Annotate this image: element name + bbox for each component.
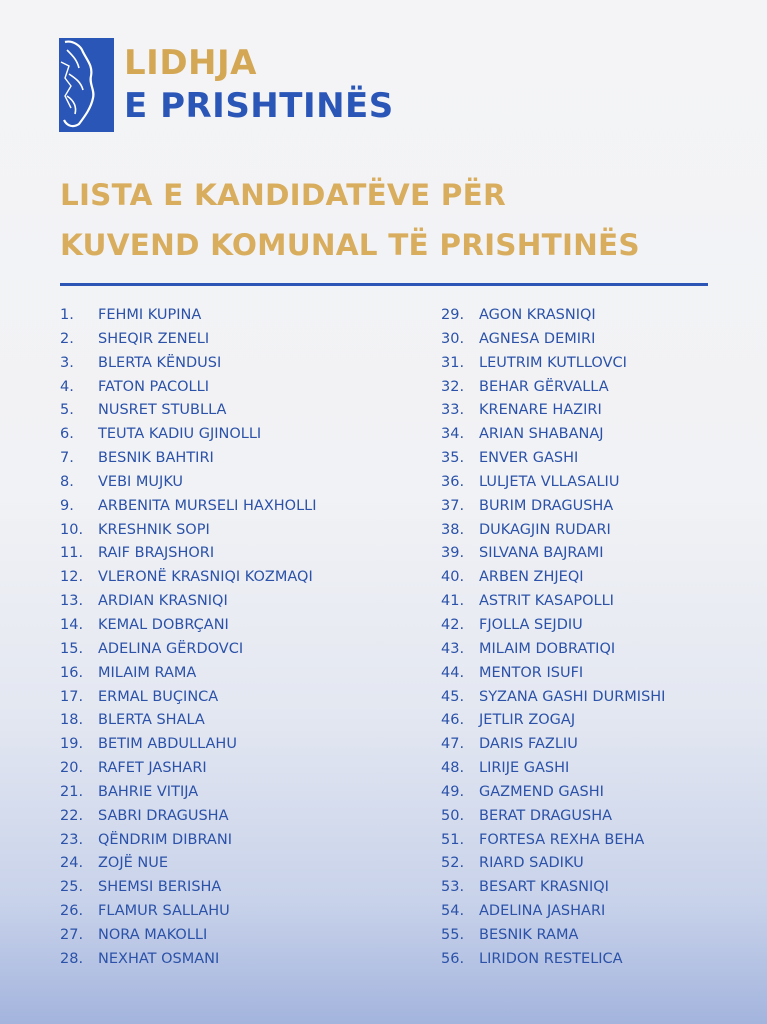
list-item [60,542,317,566]
candidate-name: MILAIM RAMA [98,664,197,681]
list-item [441,686,665,710]
divider [60,283,708,286]
list-item [60,757,317,781]
candidate-name: ARIAN SHABANAJ [479,426,604,443]
list-item [60,590,317,614]
candidate-name: BESART KRASNIQI [479,879,609,896]
candidate-number: 44. [441,664,465,681]
logo-title-line1: LIDHJA [124,43,257,83]
candidate-number: 38. [441,521,465,538]
candidate-number: 17. [60,688,84,705]
list-item [60,948,317,972]
candidate-name: BESNIK RAMA [479,926,579,943]
list-item [60,852,317,876]
candidate-number: 37. [441,497,465,514]
candidate-number: 29. [441,307,465,323]
candidate-name: BESNIK BAHTIRI [98,450,214,467]
candidate-name: BLERTA SHALA [98,712,205,729]
candidate-name: FEHMI KUPINA [98,307,202,323]
page-title-line1: LISTA E KANDIDATËVE PËR [60,178,506,212]
candidate-number: 32. [441,378,465,395]
candidate-name: KRESHNIK SOPI [98,521,210,538]
page-title-line2: KUVEND KOMUNAL TË PRISHTINËS [60,228,640,262]
list-item [60,519,317,543]
candidate-number: 52. [441,855,465,872]
list-item [441,638,665,662]
list-item [60,805,317,829]
candidate-name: GAZMEND GASHI [479,783,604,800]
candidate-number: 47. [441,736,465,753]
candidate-number: 20. [60,760,84,777]
candidate-name: AGNESA DEMIRI [479,330,596,347]
candidate-number: 39. [441,545,465,562]
candidate-number: 3. [60,354,74,371]
candidate-name: SHEMSI BERISHA [98,879,222,896]
candidate-number: 53. [441,879,465,896]
candidate-number: 12. [60,569,84,586]
candidate-name: FATON PACOLLI [98,378,209,395]
candidate-number: 43. [441,640,465,657]
candidate-name: MILAIM DOBRATIQI [479,640,616,657]
list-item [441,662,665,686]
list-item [441,399,665,423]
candidate-number: 41. [441,593,465,610]
candidate-number: 35. [441,450,465,467]
candidate-number: 9. [60,497,74,514]
list-item [441,590,665,614]
list-item [441,829,665,853]
list-item [60,829,317,853]
list-item [441,781,665,805]
list-item [441,924,665,948]
candidate-number: 14. [60,616,84,633]
candidate-number: 13. [60,593,84,610]
candidate-name: RAFET JASHARI [98,760,207,777]
candidate-name: DARIS FAZLIU [479,736,578,753]
candidate-number: 55. [441,926,465,943]
list-item [441,376,665,400]
candidate-number: 2. [60,330,74,347]
candidate-number: 4. [60,378,74,395]
list-item [441,876,665,900]
candidate-name: VLERONË KRASNIQI KOZMAQI [98,569,313,586]
list-item [60,614,317,638]
candidate-list-right [441,304,665,972]
candidate-name: LIRIDON RESTELICA [479,950,623,967]
candidate-name: FORTESA REXHA BEHA [479,831,645,848]
candidate-name: BURIM DRAGUSHA [479,497,614,514]
candidate-number: 30. [441,330,465,347]
candidate-number: 10. [60,521,84,538]
list-item [441,948,665,972]
list-item [441,757,665,781]
candidate-number: 24. [60,855,84,872]
list-item [60,900,317,924]
candidate-name: LULJETA VLLASALIU [479,473,620,490]
list-item [60,924,317,948]
candidate-number: 19. [60,736,84,753]
list-item [60,423,317,447]
list-item [60,733,317,757]
candidate-number: 18. [60,712,84,729]
list-item [60,304,317,328]
kosovo-map-logo-icon [59,38,114,132]
list-item [60,781,317,805]
candidate-number: 7. [60,450,74,467]
candidate-name: DUKAGJIN RUDARI [479,521,611,538]
list-item [441,852,665,876]
candidate-number: 31. [441,354,465,371]
candidate-number: 26. [60,903,84,920]
list-item [60,709,317,733]
candidate-number: 11. [60,545,84,562]
list-item [60,328,317,352]
list-item [60,495,317,519]
candidate-number: 34. [441,426,465,443]
candidate-name: BLERTA KËNDUSI [98,354,222,371]
list-item [441,614,665,638]
candidate-number: 21. [60,783,84,800]
candidate-name: SYZANA GASHI DURMISHI [479,688,666,705]
list-item [60,447,317,471]
candidate-name: KEMAL DOBRÇANI [98,616,229,633]
list-item [441,328,665,352]
list-item [60,352,317,376]
candidate-name: FLAMUR SALLAHU [98,903,230,920]
list-item [441,542,665,566]
list-item [441,304,665,328]
candidate-name: SILVANA BAJRAMI [479,545,604,562]
candidate-number: 8. [60,473,74,490]
candidate-name: ENVER GASHI [479,450,579,467]
candidate-number: 5. [60,402,74,419]
candidate-number: 45. [441,688,465,705]
candidate-number: 23. [60,831,84,848]
list-item [441,566,665,590]
list-item [441,709,665,733]
candidate-name: NORA MAKOLLI [98,926,208,943]
list-item [60,399,317,423]
candidate-name: JETLIR ZOGAJ [479,712,576,729]
list-item [60,662,317,686]
list-item [60,638,317,662]
list-item [60,471,317,495]
candidate-number: 42. [441,616,465,633]
list-item [441,423,665,447]
candidate-number: 46. [441,712,465,729]
candidate-name: KRENARE HAZIRI [479,402,602,419]
list-item [60,566,317,590]
candidate-name: SHEQIR ZENELI [98,330,210,347]
candidate-name: ARDIAN KRASNIQI [98,593,228,610]
candidate-number: 54. [441,903,465,920]
candidate-number: 25. [60,879,84,896]
candidate-name: RIARD SADIKU [479,855,584,872]
candidate-name: ADELINA JASHARI [479,903,606,920]
candidate-name: NEXHAT OSMANI [98,950,220,967]
list-item [60,876,317,900]
candidate-number: 16. [60,664,84,681]
candidate-name: SABRI DRAGUSHA [98,807,229,824]
candidate-name: ZOJË NUE [98,855,169,872]
candidate-name: ASTRIT KASAPOLLI [479,593,614,610]
list-item [441,352,665,376]
candidate-name: ERMAL BUÇINCA [98,688,219,705]
candidate-number: 56. [441,950,465,967]
candidate-number: 33. [441,402,465,419]
candidate-number: 22. [60,807,84,824]
candidate-name: QËNDRIM DIBRANI [98,831,232,848]
list-item [441,495,665,519]
list-item [441,519,665,543]
candidate-name: VEBI MUJKU [98,473,184,490]
candidate-number: 50. [441,807,465,824]
candidate-number: 15. [60,640,84,657]
candidate-name: LIRIJE GASHI [479,760,570,777]
candidate-name: RAIF BRAJSHORI [98,545,215,562]
candidate-name: LEUTRIM KUTLLOVCI [479,354,627,371]
candidate-name: MENTOR ISUFI [479,664,584,681]
candidate-name: AGON KRASNIQI [479,307,596,323]
candidate-name: BAHRIE VITIJA [98,783,199,800]
candidate-name: NUSRET STUBLLA [98,402,227,419]
candidate-name: BEHAR GËRVALLA [479,378,609,395]
candidate-number: 48. [441,760,465,777]
candidate-name: BERAT DRAGUSHA [479,807,613,824]
logo-title-line2: E PRISHTINËS [124,86,394,126]
candidate-number: 27. [60,926,84,943]
candidate-name: ARBEN ZHJEQI [479,569,584,586]
candidate-name: ARBENITA MURSELI HAXHOLLI [98,497,317,514]
candidate-name: FJOLLA SEJDIU [479,616,583,633]
list-item [441,805,665,829]
list-item [441,733,665,757]
list-item [60,376,317,400]
candidate-name: BETIM ABDULLAHU [98,736,237,753]
list-item [441,471,665,495]
candidate-number: 1. [60,307,74,323]
candidate-number: 40. [441,569,465,586]
candidate-number: 28. [60,950,84,967]
candidate-name: ADELINA GËRDOVCI [98,640,244,657]
candidate-number: 6. [60,426,74,443]
candidate-number: 36. [441,473,465,490]
list-item [441,447,665,471]
list-item [441,900,665,924]
candidate-number: 49. [441,783,465,800]
candidate-number: 51. [441,831,465,848]
candidate-name: TEUTA KADIU GJINOLLI [98,426,262,443]
candidate-list-left [60,304,317,972]
list-item [60,686,317,710]
